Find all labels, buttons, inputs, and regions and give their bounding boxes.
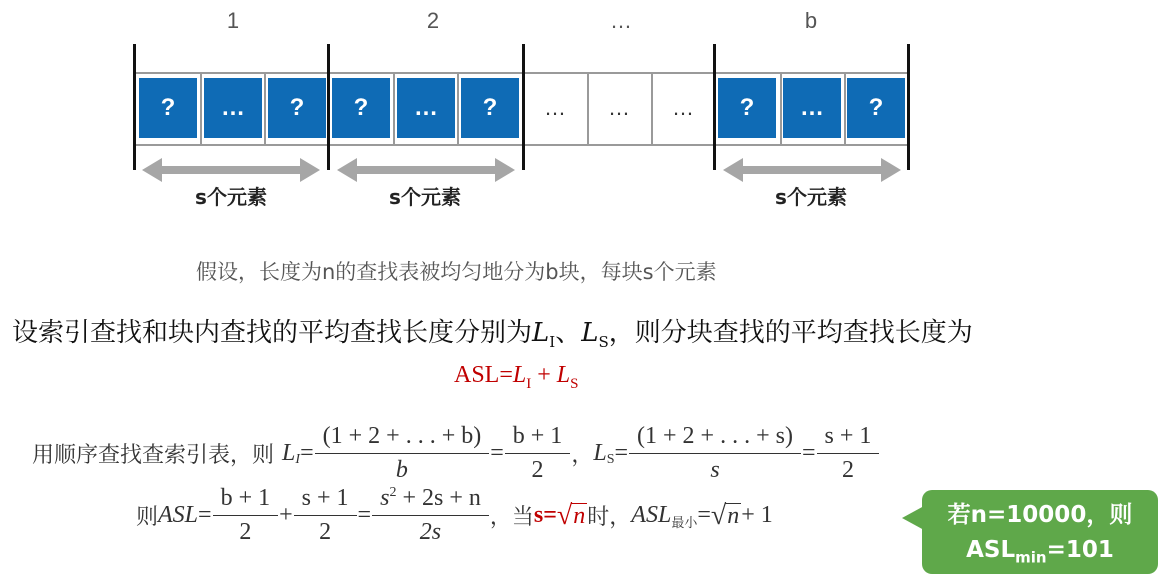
blockb-cell: ?	[847, 78, 905, 138]
asl-sum-formula	[454, 362, 578, 393]
fraction	[633, 423, 797, 484]
sqrt-icon: √	[556, 499, 573, 531]
cell-separator	[200, 72, 202, 145]
LI-subscript: I	[295, 451, 301, 467]
formula-row-2	[136, 485, 773, 546]
sqrt-n	[556, 499, 587, 531]
block-number-1: 1	[226, 8, 240, 33]
asl-symbol: ASL	[158, 502, 199, 528]
formula2-then: 则	[136, 505, 159, 530]
block1-cell: ?	[268, 78, 326, 138]
block1-cell: …	[204, 78, 262, 138]
fraction	[821, 423, 876, 484]
cell-separator	[780, 72, 782, 145]
formula-then: ，则	[230, 443, 275, 468]
middle-cell: …	[544, 95, 566, 120]
callout-asl: ASL	[966, 537, 1016, 563]
definition-suffix: ，则分块查找的平均查找长度为	[608, 318, 973, 348]
definition-prefix: 设索引查找和块内查找的平均查找长度分别为	[12, 318, 533, 348]
symbol-LI: L	[532, 318, 550, 348]
asl-sub1: I	[526, 375, 532, 392]
symbol-LS-sub: S	[598, 333, 609, 352]
numerator-rest: + 2s + n	[396, 485, 481, 511]
numerator	[376, 485, 485, 515]
radicand: n	[727, 503, 740, 530]
numerator: b + 1	[512, 423, 563, 449]
asl-L2: L	[556, 362, 571, 388]
span-arrows	[140, 156, 910, 184]
block-number-2: 2	[426, 8, 440, 33]
radicand: n	[573, 503, 586, 530]
cell-separator	[393, 72, 395, 145]
formula-row-1	[32, 423, 880, 484]
span-label: s个元素	[195, 185, 267, 209]
sqrt-n	[710, 499, 741, 531]
denominator: 2	[817, 453, 880, 484]
denominator: 2	[505, 453, 571, 484]
callout-pointer	[902, 506, 924, 530]
fraction	[298, 485, 353, 546]
cell-separator	[844, 72, 846, 145]
middle-cell: …	[672, 95, 694, 120]
comma: ，	[571, 443, 594, 468]
asl-plus: +	[531, 362, 557, 388]
numerator: s + 1	[824, 423, 872, 449]
formula-use: 用	[32, 443, 55, 468]
equals: =	[490, 440, 504, 466]
definition-line	[12, 312, 973, 351]
block-divider	[907, 44, 910, 170]
block2-cell: …	[397, 78, 455, 138]
symbol-LS: L	[581, 318, 599, 348]
denominator: s	[629, 453, 801, 484]
equals: =	[357, 502, 372, 528]
time-text: 时	[587, 505, 610, 530]
denominator: 2	[294, 515, 357, 546]
equals: =	[697, 502, 711, 528]
block-number-ellipsis: …	[610, 8, 632, 33]
block2-cell: ?	[461, 78, 519, 138]
LI-symbol: L	[282, 440, 296, 466]
cell-separator	[264, 72, 266, 145]
equals: =	[801, 440, 816, 466]
cell-separator	[457, 72, 459, 145]
cell-separator	[587, 72, 589, 145]
formula-method: 顺序查找查索引表	[54, 443, 231, 468]
s-equals: s=	[533, 502, 557, 528]
denominator: 2s	[372, 515, 489, 546]
double-arrow-icon	[337, 158, 515, 182]
asl-L1: L	[512, 362, 527, 388]
cell-separator	[651, 72, 653, 145]
fraction	[376, 485, 485, 546]
plus: +	[279, 502, 293, 528]
exponent: 2	[389, 485, 397, 500]
plus-one: + 1	[741, 502, 773, 528]
separator: 、	[555, 318, 582, 348]
span-label: s个元素	[775, 185, 847, 209]
blockb-cell: …	[783, 78, 841, 138]
result-callout	[922, 490, 1158, 574]
asl-min-subscript: 最小	[671, 516, 698, 531]
callout-value: =101	[1046, 537, 1114, 563]
denominator: b	[315, 453, 490, 484]
fraction	[217, 485, 275, 546]
numerator-s: s	[380, 485, 390, 511]
equals: =	[198, 502, 212, 528]
comma: ，	[609, 505, 632, 530]
callout-line-1: 若n=10000，则	[947, 502, 1133, 528]
block1-cell: ?	[139, 78, 197, 138]
callout-line-2	[922, 533, 1158, 576]
double-arrow-icon	[723, 158, 901, 182]
asl-lhs: ASL=	[454, 362, 513, 388]
LS-subscript: S	[606, 451, 615, 467]
LS-symbol: L	[593, 440, 607, 466]
block-divider	[713, 44, 716, 170]
double-arrow-icon	[142, 158, 320, 182]
numerator: s + 1	[301, 485, 349, 511]
numerator: b + 1	[220, 485, 271, 511]
numerator: (1 + 2 + . . . + s)	[637, 423, 793, 449]
span-label: s个元素	[389, 185, 461, 209]
when-text: ，当	[489, 505, 534, 530]
asl-min-symbol: ASL	[631, 502, 672, 528]
blockb-cell: ?	[718, 78, 776, 138]
symbol-LI-sub: I	[549, 333, 556, 352]
sqrt-icon: √	[710, 499, 727, 531]
middle-cell: …	[608, 95, 630, 120]
block2-cell: ?	[332, 78, 390, 138]
denominator: 2	[213, 515, 279, 546]
fraction	[319, 423, 486, 484]
equals: =	[300, 440, 314, 466]
block-divider	[133, 44, 136, 170]
block-divider	[327, 44, 330, 170]
block-divider	[522, 44, 525, 170]
block-number-b: b	[804, 8, 818, 33]
callout-sub: min	[1015, 548, 1047, 567]
equals: =	[614, 440, 629, 466]
numerator: (1 + 2 + . . . + b)	[322, 423, 482, 449]
fraction	[509, 423, 567, 484]
assumption-text: 假设，长度为n的查找表被均匀地分为b块，每块s个元素	[196, 260, 717, 284]
asl-sub2: S	[570, 375, 579, 392]
